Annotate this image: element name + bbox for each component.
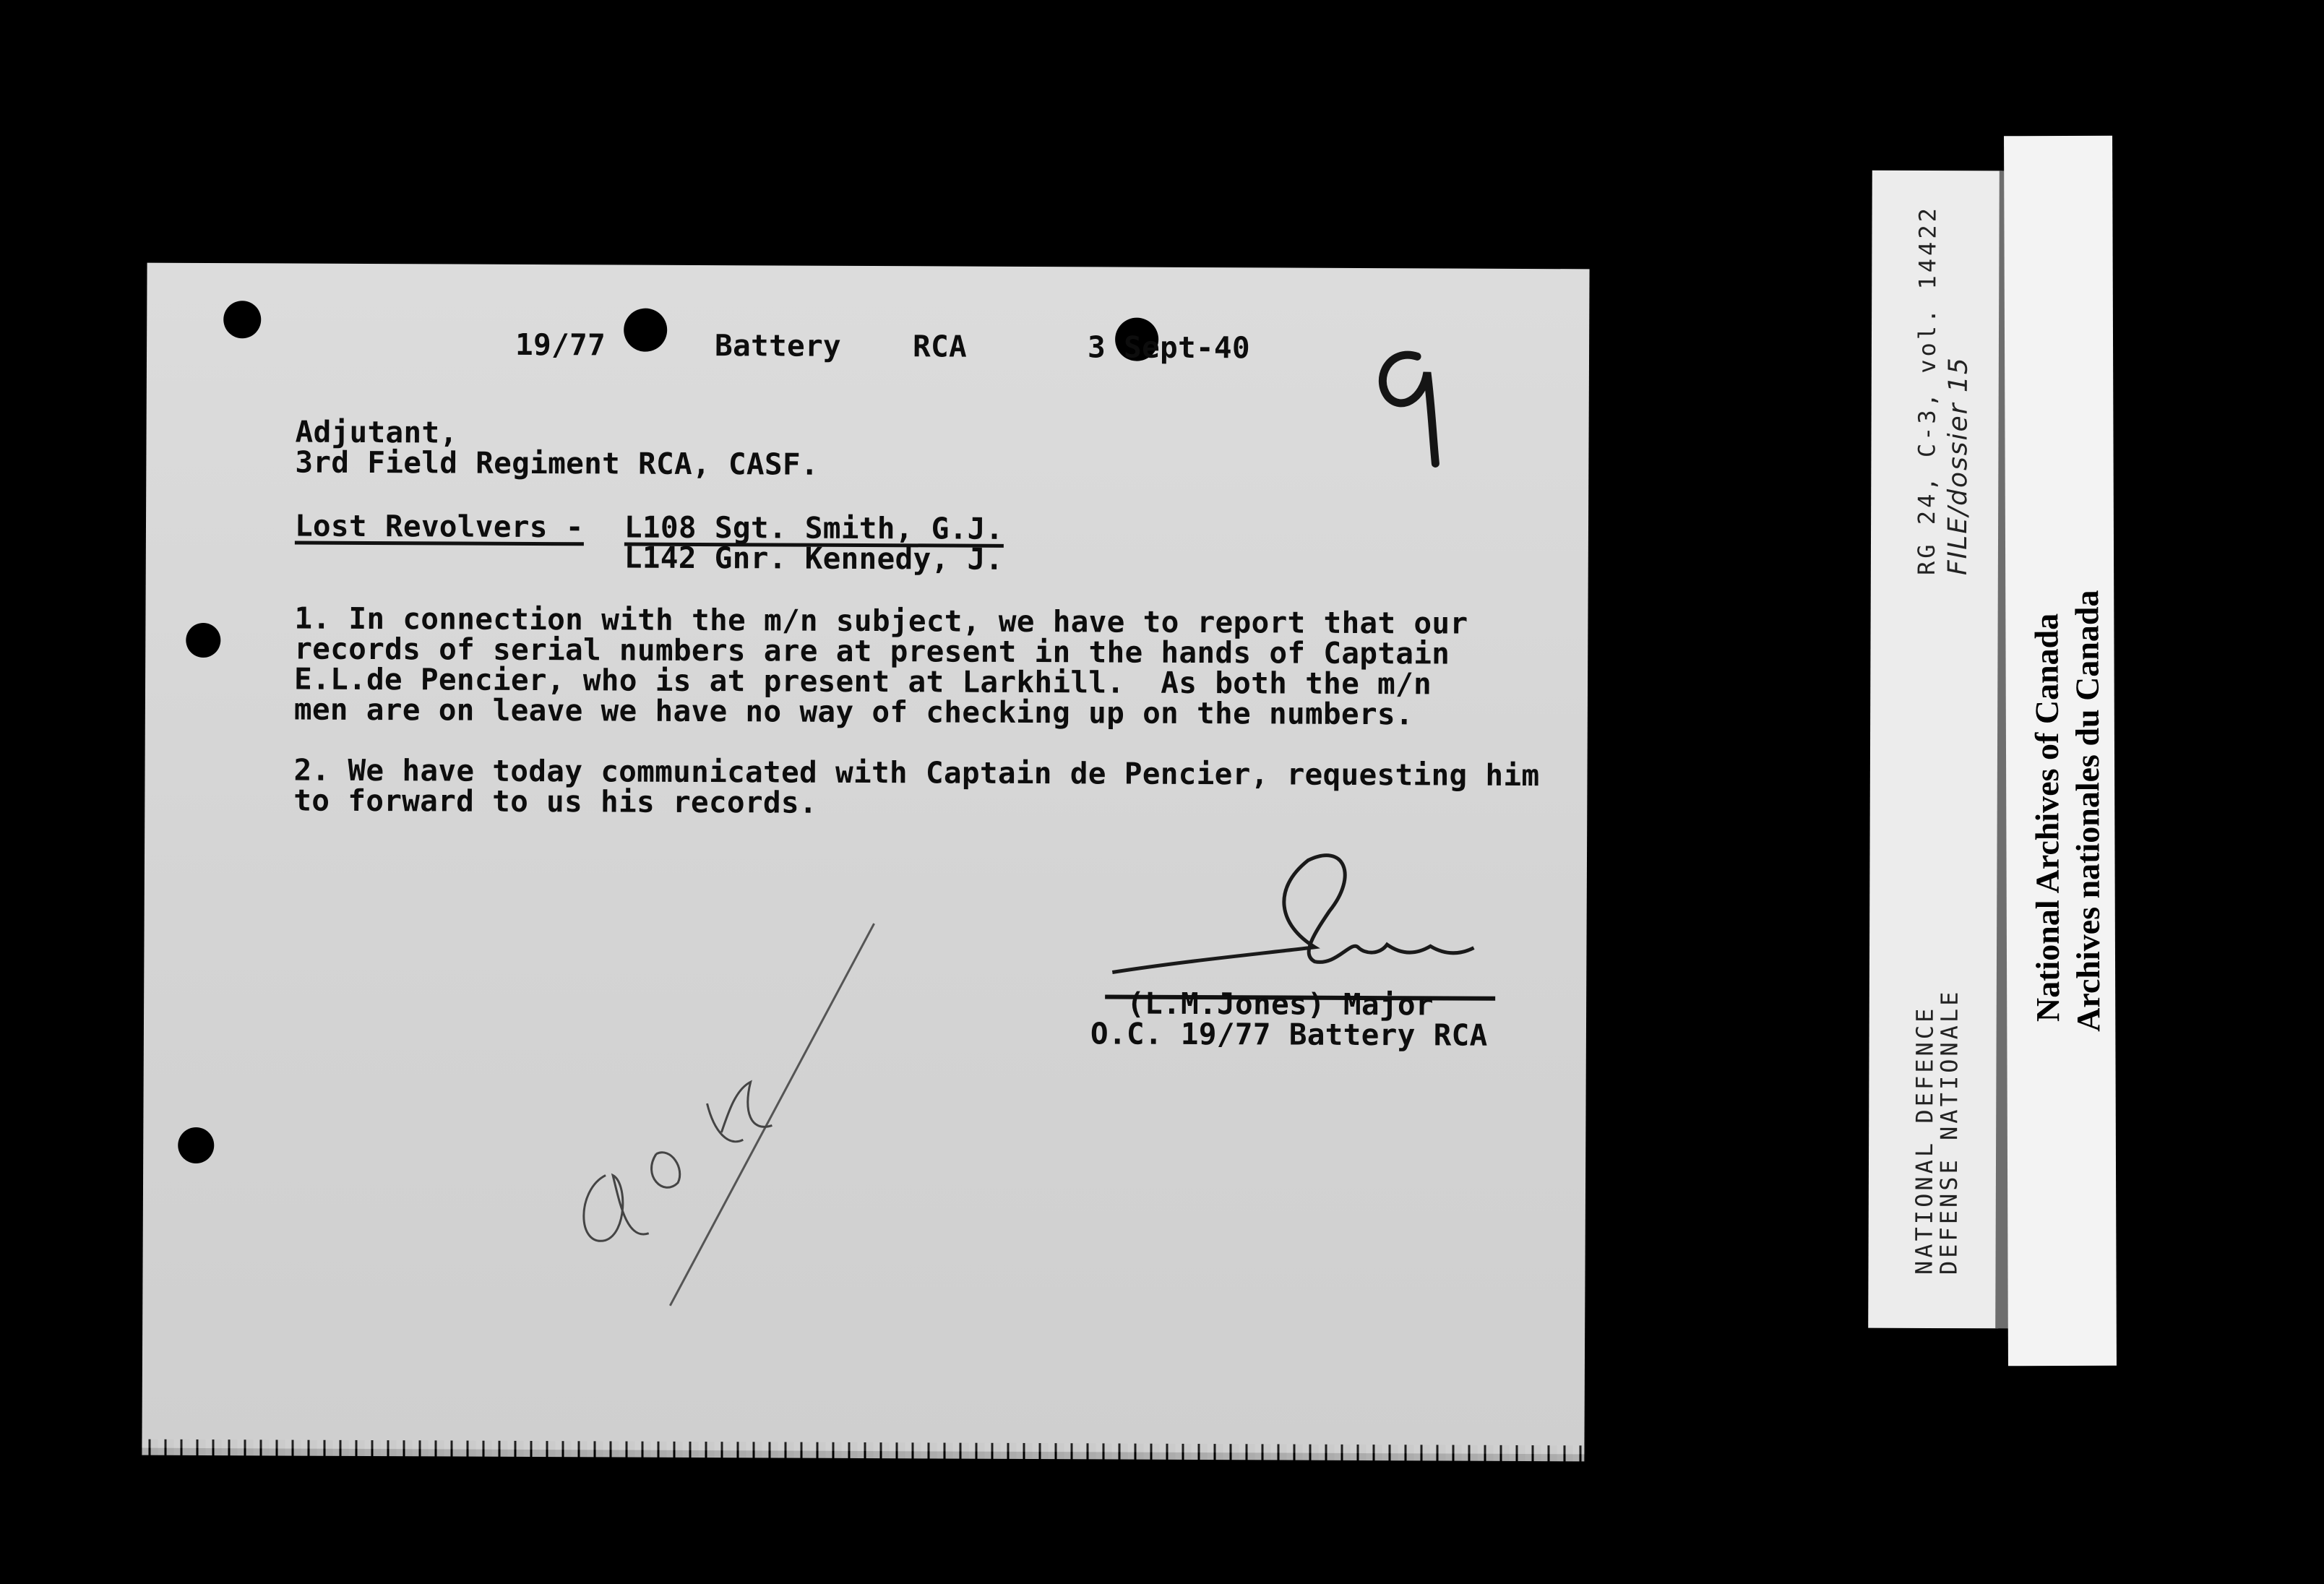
header-battery: Battery — [714, 328, 842, 363]
letter-sheet — [142, 263, 1589, 1455]
file-number-handwritten: FILE/dossier 15 — [1942, 356, 1974, 576]
department-french: DEFENSE NATIONALE — [1934, 989, 1963, 1275]
paragraph-2-line-2: to forward to us his records. — [293, 783, 817, 820]
institution-french: Archives nationales du Canada — [2068, 590, 2107, 1032]
paragraph-2-line-1: 2. We have today communicated with Captain de Pencier, requesting him — [293, 752, 1540, 793]
header-date: 3 Sept-40 — [1087, 330, 1251, 366]
institution-english: National Archives of Canada — [2028, 613, 2067, 1023]
address-line-2: 3rd Field Regiment RCA, CASF. — [295, 444, 819, 482]
margin-annotation-handwritten — [561, 915, 1011, 1322]
paragraph-1-line-1: 1. In connection with the m/n subject, we have to report that our — [294, 601, 1468, 641]
header-unit: 19/77 — [515, 327, 606, 363]
signature-title-line: O.C. 19/77 Battery RCA — [1090, 1016, 1488, 1053]
archives-label-strip — [2004, 136, 2117, 1366]
punch-hole — [223, 301, 261, 338]
reference-strip — [1868, 171, 2002, 1329]
paragraph-1-line-3: E.L.de Pencier, who is at present at Larkhill. As both the m/n — [293, 661, 1432, 702]
department-english: NATIONAL DEFENCE — [1910, 1005, 1939, 1275]
subject-label: Lost Revolvers - — [294, 508, 584, 545]
subject-item-2: L142 Gnr. Kennedy, J. — [624, 540, 1004, 577]
paragraph-1-line-2: records of serial numbers are at present in the hands of Captain — [294, 631, 1450, 671]
address-line-1: Adjutant, — [295, 414, 458, 450]
page-number-handwritten — [1360, 340, 1455, 471]
punch-hole — [178, 1127, 214, 1163]
header-corps: RCA — [912, 329, 968, 364]
punch-hole — [624, 309, 667, 352]
signature-name-line: (L.M.Jones) Major — [1127, 986, 1434, 1023]
reference-number: RG 24, C-3, vol. 14422 — [1912, 205, 1942, 576]
paragraph-1-line-4: men are on leave we have no way of checking up on the numbers. — [293, 692, 1413, 732]
subject-item-1: L108 Sgt. Smith, G.J. — [624, 509, 1004, 546]
punch-hole — [186, 623, 220, 658]
